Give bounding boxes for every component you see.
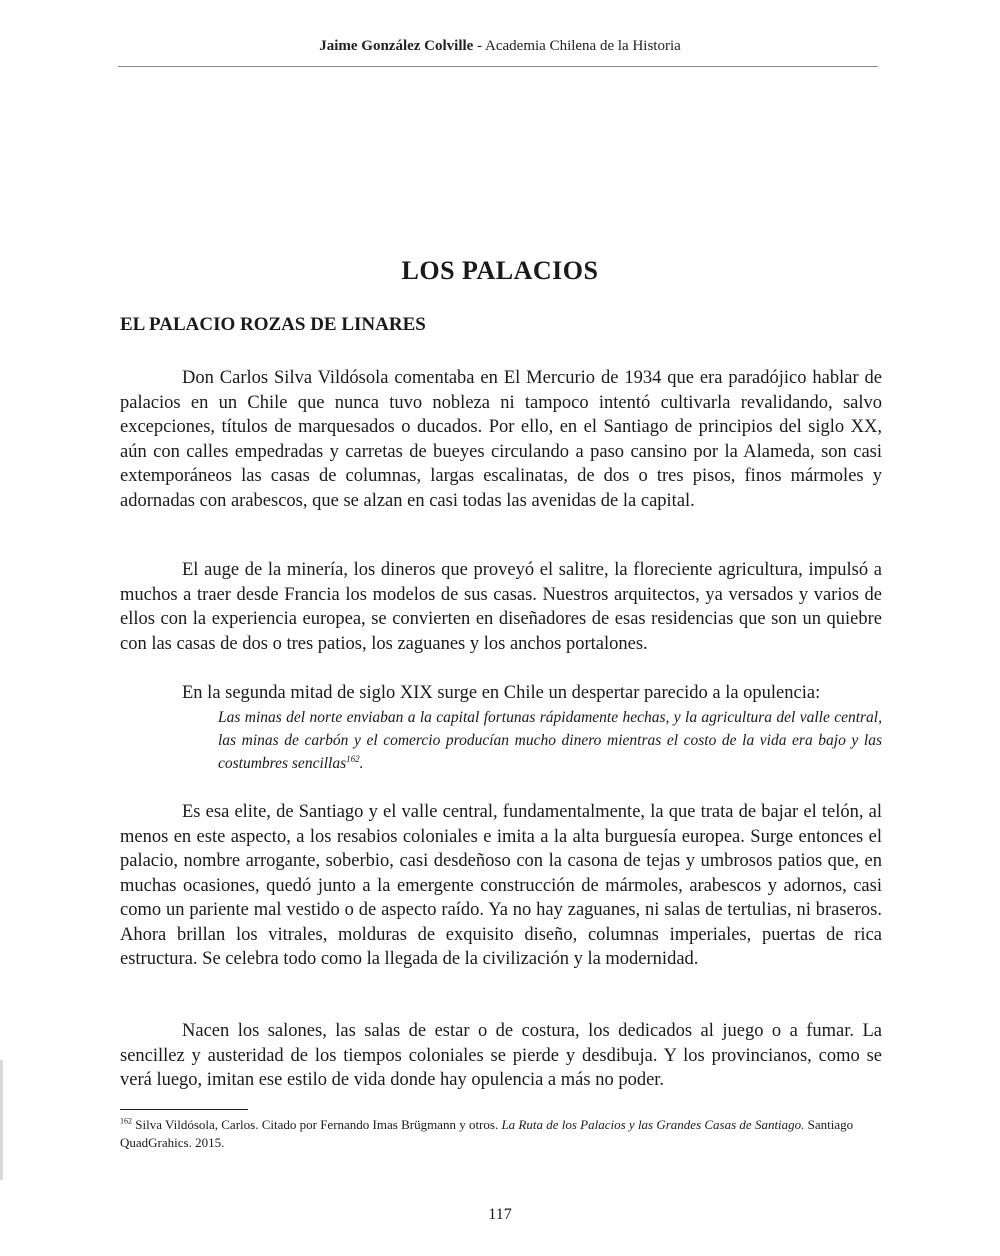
section-title: EL PALACIO ROZAS DE LINARES [120, 314, 426, 335]
chapter-title [0, 256, 1000, 286]
footnote-number: 162 [120, 1116, 132, 1126]
paragraph-5: Nacen los salones, las salas de estar o de costura, los dedicados al juego o a fumar. La sencillez y austeridad de los tiempos coloniales se pierde y desdibuja. Y los provincianos, como se verá luego, imitan ese estilo de vida donde hay opulencia a más no poder. [120, 1021, 882, 1090]
running-header [0, 38, 1000, 55]
header-rule [118, 66, 878, 67]
footnote-rule [120, 1109, 248, 1110]
quote-end: . [359, 755, 364, 772]
footnote [120, 1116, 890, 1152]
scan-edge-shadow [0, 1060, 3, 1180]
header-institution: Academia Chilena de la Historia [485, 38, 681, 54]
footnote-text: Silva Vildósola, Carlos. Citado por Fernando Imas Brügmann y otros. [132, 1117, 502, 1132]
quote-text: Las minas del norte enviaban a la capital fortunas rápidamente hechas, y la agricultura del valle central, las minas de carbón y el comercio producían mucho dinero mientras el costo de la vida era bajo y las costumbres sencillas [218, 709, 882, 772]
chapter-title-text: LOS PALACIOS [401, 256, 599, 285]
header-separator: - [473, 38, 486, 54]
quote-footnote-ref: 162 [346, 753, 360, 764]
page-number: 117 [488, 1206, 512, 1223]
paragraph-2: El auge de la minería, los dineros que proveyó el salitre, la floreciente agricultura, impulsó a muchos a traer desde Francia los modelos de sus casas. Nuestros arquitectos, ya versados y varios de ellos con la experiencia europea, se convierten en diseñadores de esas residencias que son un quiebre con las casas de dos o tres patios, los zaguanes y los anchos portalones. [120, 560, 882, 654]
paragraph-3: En la segunda mitad de siglo XIX surge en Chile un despertar parecido a la opulencia: [182, 683, 821, 703]
paragraph-1: Don Carlos Silva Vildósola comentaba en El Mercurio de 1934 que era paradójico hablar de palacios en un Chile que nunca tuvo nobleza ni tampoco intentó cultivarla revalidando, salvo excepciones, títulos de marquesados o ducados. Por ello, en el Santiago de principios del siglo XX, aún con calles empedradas y carretas de bueyes circulando a paso cansino por la Alameda, son casi extemporáneos las casas de columnas, largas escalinatas, de dos o tres pisos, finos mármoles y adornadas con arabescos, que se alzan en casi todas las avenidas de la capital. [120, 368, 882, 511]
header-author: Jaime González Colville [319, 38, 474, 54]
paragraph-4: Es esa elite, de Santiago y el valle central, fundamentalmente, la que trata de bajar el telón, al menos en este aspecto, a los resabios coloniales e imita a la alta burguesía europea. Surge entonces el palacio, nombre arrogante, soberbio, casi desdeñoso con la casona de tejas y umbrosos patios que, en muchas ocasiones, quedó junto a la emergente construcción de mármoles, arabescos y adornos, casi como un pariente mal vestido o de aspecto raído. Ya no hay zaguanes, ni salas de tertulias, ni braseros. Ahora brillan los vitrales, molduras de exquisito diseño, columnas imperiales, puertas de rica estructura. Se celebra todo como la llegada de la civilización y la modernidad. [120, 802, 882, 969]
footnote-book-title: La Ruta de los Palacios y las Grandes Casas de Santiago. [501, 1117, 805, 1132]
block-quote [218, 706, 882, 775]
footnote-publisher: Santiago QuadGrahics. 2015. [120, 1117, 854, 1150]
